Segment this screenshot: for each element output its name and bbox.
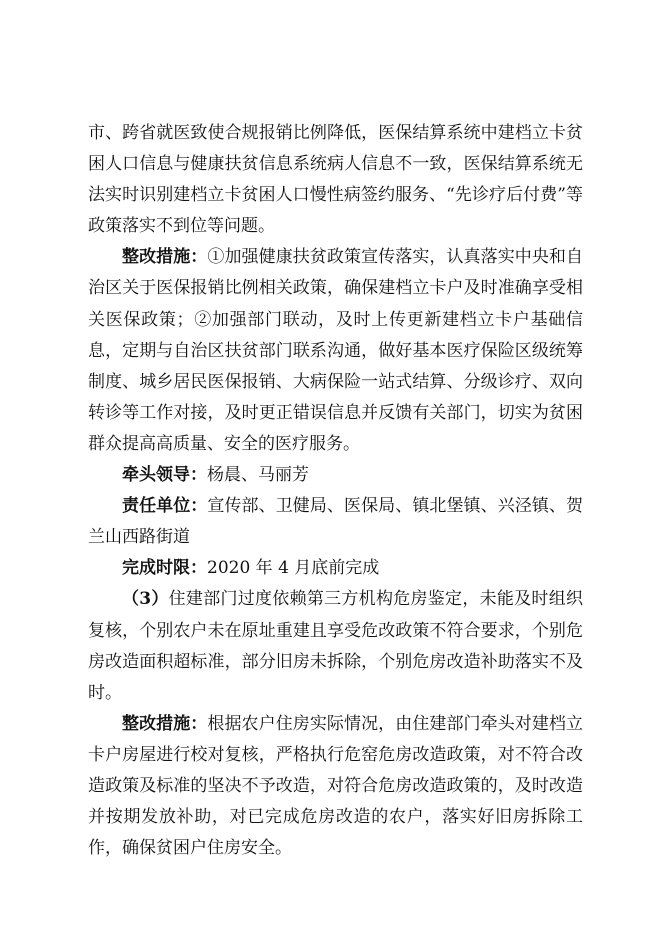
paragraph-rectification-measures-1 bbox=[88, 242, 583, 460]
paragraph-item-3 bbox=[88, 584, 583, 708]
paragraph-text: 根据农户住房实际情况，由住建部门牵头对建档立卡户房屋进行校对复核，严格执行危窑危房改造政策，对不符合改造政策及标准的坚决不予改造，对符合危房改造政策的，及时改造并按期发放补助，对已完成危房改造的农户，落实好旧房拆除工作，确保贫困户住房安全。 bbox=[88, 713, 584, 859]
paragraph-responsible-units bbox=[88, 491, 583, 553]
paragraph-text: ①加强健康扶贫政策宣传落实，认真落实中央和自治区关于医保报销比例相关政策，确保建档立卡户及时准确享受相关医保政策；②加强部门联动，及时上传更新建档立卡户基础信息，定期与自治区扶贫部门联系沟通，做好基本医疗保险区级统筹制度、城乡居民医保报销、大病保险一站式结算、分级诊疗、双向转诊等工作对接，及时更正错误信息并反馈有关部门，切实为贫困群众提高高质量、安全的医疗服务。 bbox=[88, 247, 584, 454]
label-rectification-measures: 整改措施： bbox=[122, 713, 208, 734]
paragraph-text: 杨晨、马丽芳 bbox=[207, 465, 309, 486]
paragraph-rectification-measures-2 bbox=[88, 709, 583, 864]
item-number: （3） bbox=[122, 589, 169, 610]
paragraph-text: 2020 年 4 月底前完成 bbox=[207, 558, 380, 579]
label-rectification-measures: 整改措施： bbox=[122, 247, 208, 268]
paragraph-text: 市、跨省就医致使合规报销比例降低，医保结算系统中建档立卡贫困人口信息与健康扶贫信息系统病人信息不一致，医保结算系统无法实时识别建档立卡贫困人口慢性病签约服务、“先诊疗后付费”等政策落实不到位等问题。 bbox=[88, 123, 583, 237]
paragraph-deadline bbox=[88, 553, 583, 584]
label-responsible-units: 责任单位： bbox=[122, 496, 208, 517]
paragraph-lead-leader bbox=[88, 460, 583, 491]
paragraph-text: 住建部门过度依赖第三方机构危房鉴定，未能及时组织复核，个别农户未在原址重建且享受危改政策不符合要求，个别危房改造面积超标准，部分旧房未拆除，个别危房改造补助落实不及时。 bbox=[88, 589, 583, 703]
document-body bbox=[88, 118, 583, 864]
paragraph-text: 宣传部、卫健局、医保局、镇北堡镇、兴泾镇、贺兰山西路街道 bbox=[88, 496, 584, 548]
paragraph-problem-continued bbox=[88, 118, 583, 242]
label-lead-leader: 牵头领导： bbox=[122, 465, 207, 486]
label-deadline: 完成时限： bbox=[122, 558, 207, 579]
